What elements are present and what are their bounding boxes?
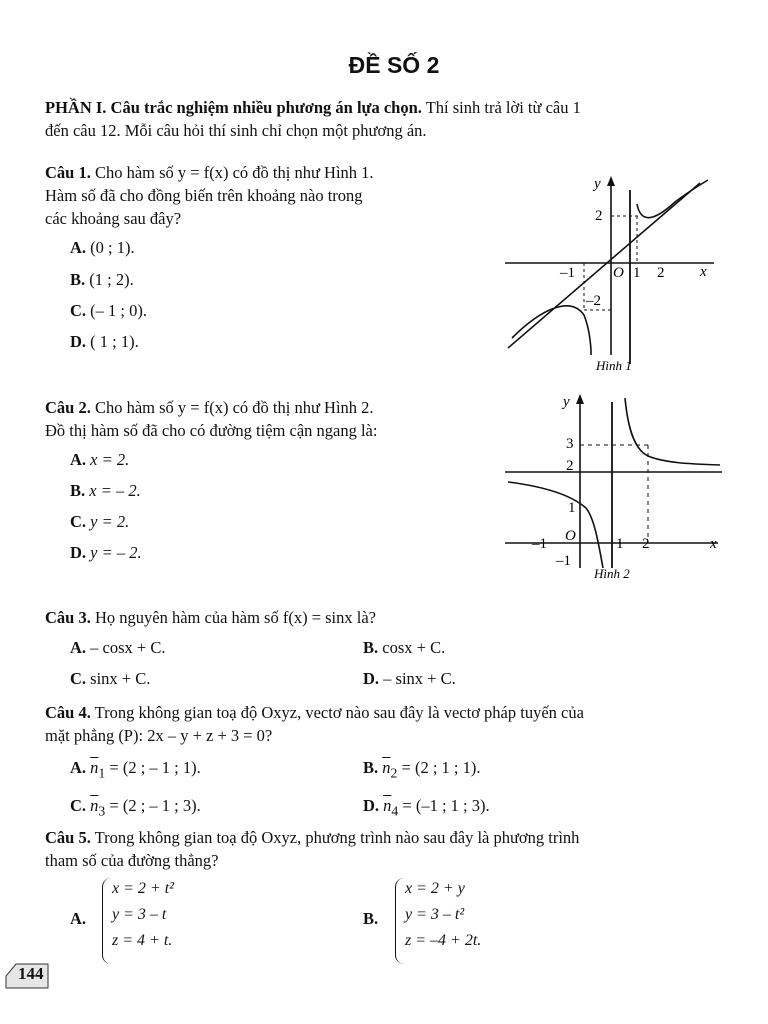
q3-option-b[interactable] <box>363 638 445 658</box>
part1-instruction-1: Thí sinh trả lời từ câu 1 <box>425 98 581 117</box>
option-label: B. <box>363 638 379 657</box>
q4-option-a[interactable] <box>70 758 201 781</box>
vector-subscript: 2 <box>390 765 398 781</box>
option-text: (0 ; 1). <box>90 238 135 257</box>
q5-a-system <box>112 876 174 954</box>
q1-text-3: các khoảng sau đây? <box>45 209 182 228</box>
equation: x = 2 + t² <box>112 880 174 897</box>
q1-text-2: Hàm số đã cho đồng biến trên khoảng nào trong <box>45 186 363 205</box>
asymptote-line <box>508 183 700 348</box>
equation: z = –4 + 2t. <box>405 932 482 949</box>
option-text: sinx + C. <box>90 669 151 688</box>
graph-branch-right <box>625 398 720 465</box>
option-text: = (2 ; – 1 ; 1). <box>105 758 201 777</box>
q4-option-d[interactable] <box>363 796 490 819</box>
option-text: = (–1 ; 1 ; 3). <box>398 796 490 815</box>
q2-text-2: Đồ thị hàm số đã cho có đường tiệm cận ngang là: <box>45 421 378 440</box>
option-label: A. <box>70 638 87 657</box>
page-number-badge <box>4 950 54 990</box>
option-label: A. <box>70 758 87 777</box>
option-label: B. <box>363 758 379 777</box>
q2-line1 <box>45 396 374 419</box>
option-text: x = – 2. <box>89 481 141 500</box>
y-axis-label: y <box>594 176 601 192</box>
equation: y = 3 – t <box>112 906 167 923</box>
q1-label: Câu 1. <box>45 163 91 182</box>
equation: x = 2 + y <box>405 880 465 897</box>
y-arrow-icon <box>607 176 615 186</box>
q3-option-c[interactable] <box>70 669 150 689</box>
tick-y-2: 2 <box>595 208 603 224</box>
origin-label: O <box>565 528 576 544</box>
vector-subscript: 1 <box>98 765 106 781</box>
option-text: y = 2. <box>90 512 130 531</box>
tick-y-1: 1 <box>568 500 576 516</box>
part1-instruction-2: đến câu 12. Mỗi câu hỏi thí sinh chỉ chọn một phương án. <box>45 121 427 140</box>
option-label: D. <box>70 332 87 351</box>
q3-line <box>45 606 376 629</box>
q4-option-b[interactable] <box>363 758 480 781</box>
q5-text-1: Trong không gian toạ độ Oxyz, phương trình nào sau đây là phương trình <box>94 828 580 847</box>
tick-y-neg2: –2 <box>586 293 601 309</box>
q5-text-2: tham số của đường thẳng? <box>45 851 219 870</box>
option-text: = (2 ; – 1 ; 3). <box>105 796 201 815</box>
graph-branch-right <box>637 180 708 218</box>
figure-1-graph <box>500 170 730 380</box>
q1-option-c[interactable] <box>70 301 147 321</box>
q4-label: Câu 4. <box>45 703 91 722</box>
tick-x-1: 1 <box>616 536 624 552</box>
option-text: cosx + C. <box>382 638 446 657</box>
x-axis-label: x <box>700 264 707 280</box>
page-title: ĐỀ SỐ 2 <box>348 52 440 78</box>
q2-option-d[interactable] <box>70 543 142 563</box>
option-label: B. <box>70 481 86 500</box>
vector-symbol: $\overline{n}$ <box>90 758 99 777</box>
q1-option-d[interactable] <box>70 332 139 352</box>
q4-text-1: Trong không gian toạ độ Oxyz, vectơ nào sau đây là vectơ pháp tuyến của <box>94 703 584 722</box>
option-label: B. <box>70 270 86 289</box>
figure-1-caption: Hình 1 <box>596 358 632 373</box>
tick-y-2: 2 <box>566 458 574 474</box>
option-text: ( 1 ; 1). <box>90 332 139 351</box>
q4-text-2: mặt phẳng (P): 2x – y + z + 3 = 0? <box>45 726 273 745</box>
option-text: – cosx + C. <box>90 638 166 657</box>
option-text: x = 2. <box>90 450 130 469</box>
q4-line1 <box>45 701 584 724</box>
vector-symbol: $\overline{n}$ <box>383 796 392 815</box>
q5-b-system <box>405 876 481 954</box>
q1-option-b[interactable] <box>70 270 134 290</box>
option-label: D. <box>363 796 380 815</box>
option-label: C. <box>70 796 87 815</box>
y-axis-label: y <box>563 394 570 410</box>
equation: z = 4 + t. <box>112 932 173 949</box>
q4-option-c[interactable] <box>70 796 201 819</box>
option-label: C. <box>70 512 87 531</box>
q1-text-1: Cho hàm số y = f(x) có đồ thị như Hình 1. <box>94 163 374 182</box>
origin-label: O <box>613 265 624 281</box>
y-arrow-icon <box>576 394 584 404</box>
q2-option-b[interactable] <box>70 481 141 501</box>
option-label: A. <box>70 238 87 257</box>
q5-option-b[interactable] <box>363 909 378 929</box>
option-label: A. <box>70 909 87 928</box>
part1-heading-line <box>45 96 581 119</box>
q3-option-d[interactable] <box>363 669 456 689</box>
vector-subscript: 4 <box>391 803 399 819</box>
tick-y-3: 3 <box>566 436 574 452</box>
option-label: B. <box>363 909 379 928</box>
part1-heading: PHẦN I. Câu trắc nghiệm nhiều phương án lựa chọn. <box>45 98 422 117</box>
q1-line1 <box>45 161 374 184</box>
option-text: (1 ; 2). <box>89 270 134 289</box>
option-label: D. <box>70 543 87 562</box>
option-text: y = – 2. <box>90 543 142 562</box>
tick-y-neg1: –1 <box>556 553 571 569</box>
option-label: D. <box>363 669 380 688</box>
q1-option-a[interactable] <box>70 238 135 258</box>
figure-2-graph <box>500 390 730 590</box>
q3-label: Câu 3. <box>45 608 91 627</box>
option-text: = (2 ; 1 ; 1). <box>397 758 481 777</box>
q2-label: Câu 2. <box>45 398 91 417</box>
q2-option-a[interactable] <box>70 450 129 470</box>
option-text: (– 1 ; 0). <box>90 301 147 320</box>
q3-option-a[interactable] <box>70 638 165 658</box>
equation: y = 3 – t² <box>405 906 465 923</box>
option-label: C. <box>70 669 87 688</box>
tick-x-1: 1 <box>633 265 641 281</box>
q5-option-a[interactable] <box>70 909 86 929</box>
x-axis-label: x <box>710 536 717 552</box>
brace-a <box>102 878 111 964</box>
vector-symbol: $\overline{n}$ <box>382 758 391 777</box>
graph-branch-left <box>512 306 591 350</box>
option-label: A. <box>70 450 87 469</box>
tick-x-2: 2 <box>657 265 665 281</box>
brace-b <box>395 878 404 964</box>
option-label: C. <box>70 301 87 320</box>
q5-label: Câu 5. <box>45 828 91 847</box>
vector-subscript: 3 <box>98 803 106 819</box>
tick-x-neg1: –1 <box>560 265 575 281</box>
page-number: 144 <box>18 964 44 983</box>
q5-line1 <box>45 826 579 849</box>
option-text: – sinx + C. <box>383 669 456 688</box>
q3-text: Họ nguyên hàm của hàm số f(x) = sinx là? <box>94 608 376 627</box>
tick-x-2: 2 <box>642 536 650 552</box>
q2-text-1: Cho hàm số y = f(x) có đồ thị như Hình 2. <box>94 398 374 417</box>
q2-option-c[interactable] <box>70 512 129 532</box>
tick-x-neg1: –1 <box>532 536 547 552</box>
vector-symbol: $\overline{n}$ <box>90 796 99 815</box>
figure-2-caption: Hình 2 <box>594 566 630 581</box>
